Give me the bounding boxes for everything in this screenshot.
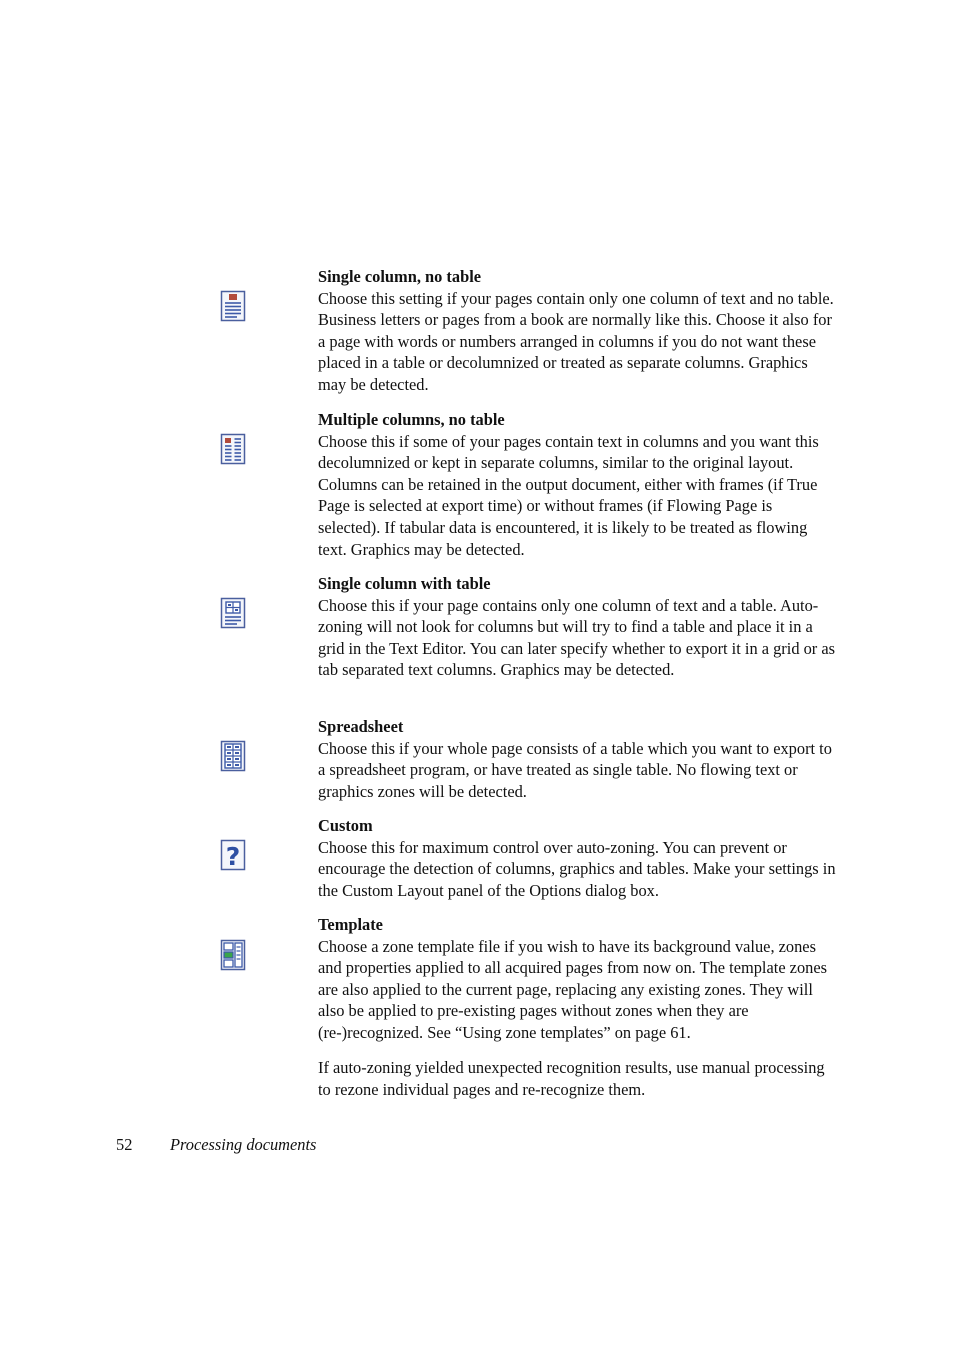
single-column-table-page-icon xyxy=(220,597,246,629)
layout-option-multiple-columns xyxy=(318,409,838,560)
single-column-page-icon xyxy=(220,290,246,322)
custom-question-icon xyxy=(220,839,246,871)
multiple-columns-page-icon xyxy=(220,433,246,465)
option-heading: Template xyxy=(318,915,383,934)
layout-option-custom xyxy=(318,815,838,901)
layout-option-spreadsheet xyxy=(318,716,838,802)
closing-paragraph: If auto-zoning yielded unexpected recognition results, use manual processing to rezone individual pages and re-recognize them. xyxy=(318,1058,825,1099)
layout-option-template xyxy=(318,914,838,1044)
option-heading: Single column with table xyxy=(318,574,491,593)
option-description: Choose this if your page contains only one column of text and a table. Auto-zoning will not look for columns but will try to find a table and place it in a grid in the Text Editor. You can later specify whether to export it in a grid or as tab separated text columns. Graphics may be detected. xyxy=(318,595,836,680)
spreadsheet-page-icon xyxy=(220,740,246,772)
svg-text:?: ? xyxy=(225,842,241,871)
option-heading: Custom xyxy=(318,816,373,835)
option-heading: Single column, no table xyxy=(318,267,482,286)
layout-option-single-column xyxy=(318,266,838,396)
option-description: Choose a zone template file if you wish to have its background value, zones and properties applied to all acquired pages from now on. The template zones are also applied to the current page, replacing any existing zones. They will also be applied to pre-existing pages without zones when they are (re-)recognized. See “Using zone templates” on page 61. xyxy=(318,936,828,1042)
template-page-icon xyxy=(220,939,246,971)
running-footer-section: Processing documents xyxy=(170,1135,317,1154)
option-description: Choose this if your whole page consists of a table which you want to export to a spreadsheet program, or have treated as single table. No flowing text or graphics zones will be detected. xyxy=(318,738,832,801)
option-description: Choose this if some of your pages contain text in columns and you want this decolumnized or kept in separate columns, similar to the original layout. Columns can be retained in the output document, either with frames (if True Page is selected at export time) or without frames (if Flowing Page is selected). If tabular data is encountered, it is likely to be treated as flowing text. Graphics may be detected. xyxy=(318,431,819,559)
option-heading: Spreadsheet xyxy=(318,717,404,736)
page-number: 52 xyxy=(116,1135,133,1154)
layout-option-single-column-table xyxy=(318,573,838,681)
option-heading: Multiple columns, no table xyxy=(318,410,505,429)
option-description: Choose this for maximum control over auto-zoning. You can prevent or encourage the detection of columns, graphics and tables. Make your settings in the Custom Layout panel of the Options dialog box. xyxy=(318,837,836,900)
option-description: Choose this setting if your pages contain only one column of text and no table. Business letters or pages from a book are normally like this. Choose it also for a page with words or numbers arranged in columns if you do not want these placed in a table or decolumnized or treated as separate columns. Graphics may be detected. xyxy=(318,288,834,394)
